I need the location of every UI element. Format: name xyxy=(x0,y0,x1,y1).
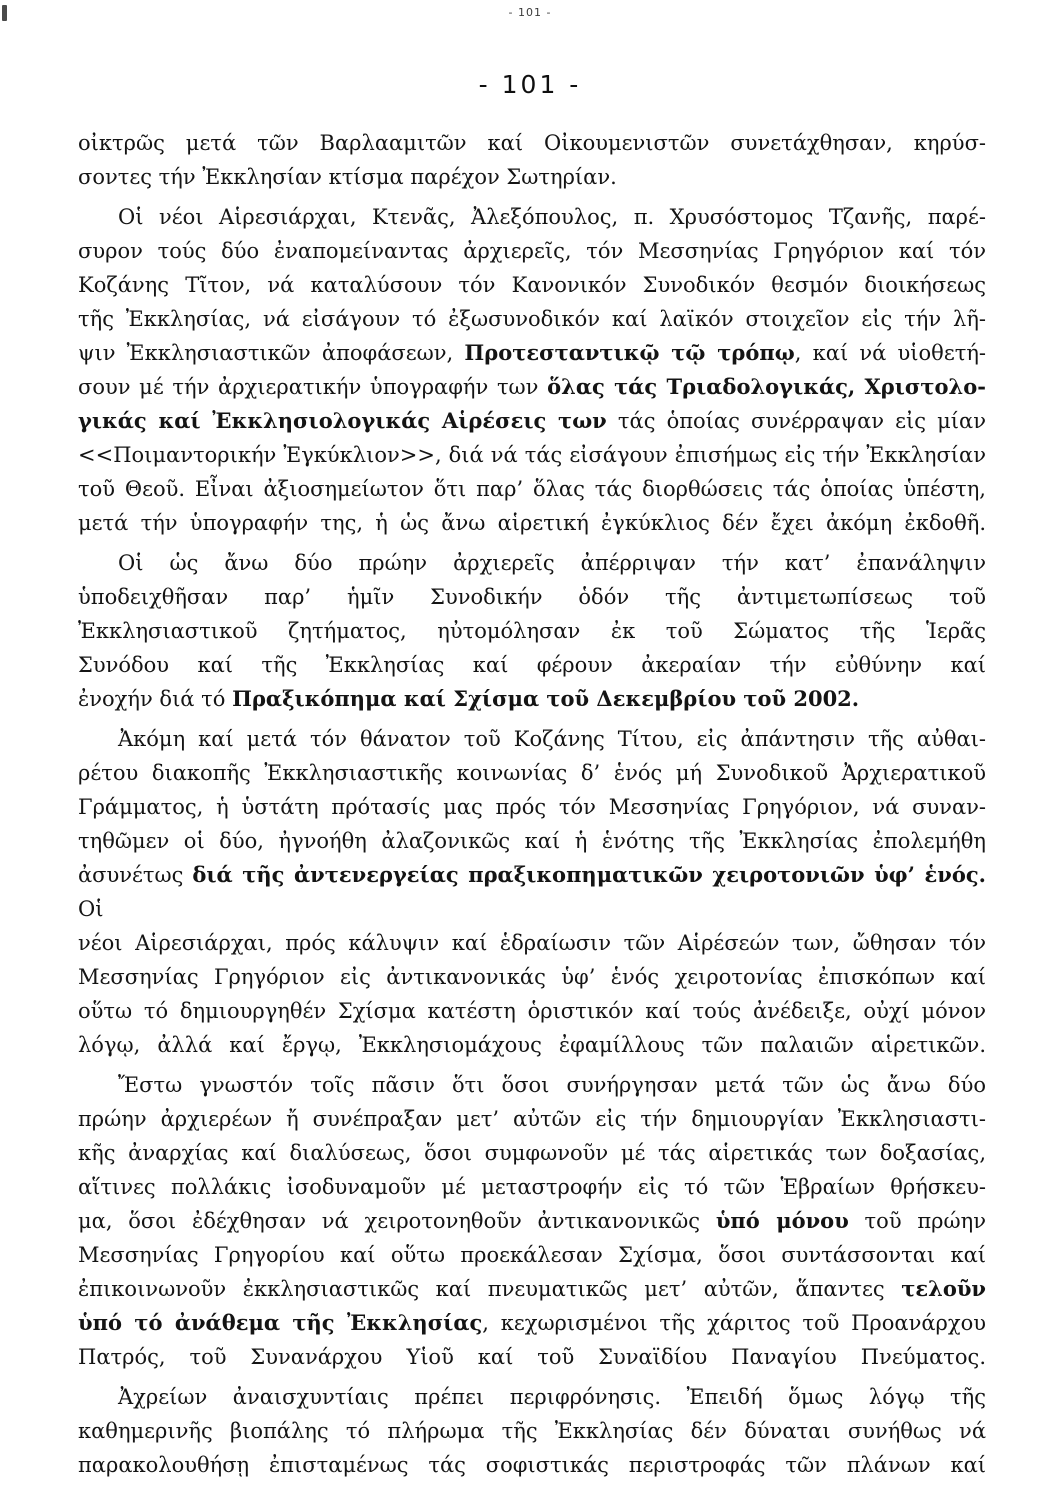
text-line xyxy=(78,648,986,682)
text-line xyxy=(78,404,986,438)
text-line xyxy=(78,234,986,268)
paragraph xyxy=(78,1068,986,1374)
text-line xyxy=(78,160,986,194)
paragraph xyxy=(78,126,986,194)
bold-text-run: Πραξικόπημα καί Σχίσμα τοῦ Δεκεμβρίου τοῦ 2002. xyxy=(232,686,860,711)
page-number: - 101 - xyxy=(478,70,582,99)
text-run: ψιν Ἐκκλησιαστικῶν ἀποφάσεων, xyxy=(78,341,465,365)
text-line xyxy=(78,472,986,506)
paragraph xyxy=(78,546,986,716)
text-run: ἀσυνέτως xyxy=(78,863,193,887)
text-run: μετά τήν ὑπογραφήν της, ἡ ὡς ἄνω αἱρετική ἐγκύκλιος δέν ἔχει ἀκόμη ἐκδοθῆ. xyxy=(78,511,986,535)
text-line xyxy=(78,1448,986,1482)
text-run: παρακολουθήσῃ ἐπισταμένως τάς σοφιστικάς περιστροφάς τῶν πλάνων καί xyxy=(78,1453,986,1477)
text-line xyxy=(78,200,986,234)
text-run: τοῦ πρώην xyxy=(848,1209,986,1233)
bold-text-run: Προτεσταντικῷ τῷ τρόπῳ xyxy=(464,340,795,365)
text-run: τάς ὁποίας συνέρραψαν εἰς μίαν xyxy=(606,409,986,433)
text-line xyxy=(78,722,986,756)
text-run: καθημερινῆς βιοπάλης τό πλήρωμα τῆς Ἐκκλησίας δέν δύναται συνήθως νά xyxy=(78,1419,986,1443)
text-run: αἵτινες πολλάκις ἰσοδυναμοῦν μέ μεταστροφήν εἰς τό τῶν Ἑβραίων θρήσκευ- xyxy=(78,1175,986,1199)
bold-text-run: ὑπό μόνου xyxy=(715,1208,849,1233)
text-line xyxy=(78,1306,986,1340)
text-run: οἰκτρῶς μετά τῶν Βαρλααμιτῶν καί Οἰκουμενιστῶν συνετάχθησαν, κηρύσ- xyxy=(78,131,986,155)
text-run: μα, ὅσοι ἐδέχθησαν νά χειροτονηθοῦν ἀντικανονικῶς xyxy=(78,1209,716,1233)
text-line xyxy=(78,438,986,472)
text-run: τοῦ Θεοῦ. Εἶναι ἀξιοσημείωτον ὅτι παρ’ ὅλας τάς διορθώσεις τάς ὁποίας ὑπέστη, xyxy=(78,477,986,501)
text-run: Ἀκόμη καί μετά τόν θάνατον τοῦ Κοζάνης Τίτου, εἰς ἀπάντησιν τῆς αὐθαι- xyxy=(118,727,986,751)
paragraph xyxy=(78,1380,986,1482)
text-run: Ἔστω γνωστόν τοῖς πᾶσιν ὅτι ὅσοι συνήργησαν μετά τῶν ὡς ἄνω δύο xyxy=(118,1073,986,1097)
text-line xyxy=(78,960,986,994)
bold-text-run: τελοῦν xyxy=(901,1276,986,1301)
paragraph xyxy=(78,722,986,1062)
paragraph xyxy=(78,200,986,540)
text-line xyxy=(78,1340,986,1374)
text-line xyxy=(78,268,986,302)
text-run: Οἱ νέοι Αἱρεσιάρχαι, Κτενᾶς, Ἀλεξόπουλος, π. Χρυσόστομος Τζανῆς, παρέ- xyxy=(118,205,986,229)
text-run: Συνόδου καί τῆς Ἐκκλησίας καί φέρουν ἀκεραίαν τήν εὐθύνην καί xyxy=(78,653,986,677)
text-run: νέοι Αἱρεσιάρχαι, πρός κάλυψιν καί ἑδραίωσιν τῶν Αἱρέσεών των, ὤθησαν τόν xyxy=(78,931,986,955)
text-line xyxy=(78,506,986,540)
text-run: συρον τούς δύο ἐναπομείναντας ἀρχιερεῖς, τόν Μεσσηνίας Γρηγόριον καί τόν xyxy=(78,239,986,263)
text-line xyxy=(78,580,986,614)
running-head-page-number: - 101 - xyxy=(508,6,552,19)
text-run: Μεσσηνίας Γρηγόριον εἰς ἀντικανονικάς ὑφ’ ἑνός χειροτονίας ἐπισκόπων καί xyxy=(78,965,986,989)
text-line xyxy=(78,1414,986,1448)
text-line xyxy=(78,994,986,1028)
text-run: ρέτου διακοπῆς Ἐκκλησιαστικῆς κοινωνίας δ’ ἑνός μή Συνοδικοῦ Ἀρχιερατικοῦ xyxy=(78,761,986,785)
bold-text-run: ὑπό τό ἀνάθεμα τῆς Ἐκκλησίας xyxy=(78,1310,483,1335)
text-run: σουν μέ τήν ἀρχιερατικήν ὑπογραφήν των xyxy=(78,375,548,399)
text-run: ἐπικοινωνοῦν ἐκκλησιαστικῶς καί πνευματικῶς μετ’ αὐτῶν, ἅπαντες xyxy=(78,1277,902,1301)
text-line xyxy=(78,682,986,716)
text-run: <<Ποιμαντορικήν Ἐγκύκλιον>>, διά νά τάς εἰσάγουν ἐπισήμως εἰς τήν Ἐκκλησίαν xyxy=(78,443,986,467)
text-line xyxy=(78,1136,986,1170)
text-line xyxy=(78,858,986,926)
text-run: τῆς Ἐκκλησίας, νά εἰσάγουν τό ἐξωσυνοδικόν καί λαϊκόν στοιχεῖον εἰς τήν λῆ- xyxy=(78,307,986,331)
document-body xyxy=(78,126,986,1488)
text-run: ἐνοχήν διά τό xyxy=(78,687,233,711)
text-run: Πατρός, τοῦ Συνανάρχου Υἱοῦ καί τοῦ Συναϊδίου Παναγίου Πνεύματος. xyxy=(78,1345,986,1369)
text-run: Ἐκκλησιαστικοῦ ζητήματος, ηὐτομόλησαν ἐκ τοῦ Σώματος τῆς Ἱερᾶς xyxy=(78,619,986,643)
text-line xyxy=(78,1170,986,1204)
text-line xyxy=(78,926,986,960)
text-run: , καί νά υἱοθετή- xyxy=(794,341,986,365)
text-run: κῆς ἀναρχίας καί διαλύσεως, ὅσοι συμφωνοῦν μέ τάς αἱρετικάς των δοξασίας, xyxy=(78,1141,986,1165)
text-line xyxy=(78,1238,986,1272)
bold-text-run: διά τῆς ἀντενεργείας πραξικοπηματικῶν χειροτονιῶν ὑφ’ ἑνός. xyxy=(192,862,986,887)
text-line xyxy=(78,1204,986,1238)
text-line xyxy=(78,824,986,858)
text-run: Οἱ xyxy=(78,897,104,921)
text-run: Κοζάνης Τῖτον, νά καταλύσουν τόν Κανονικόν Συνοδικόν θεσμόν διοικήσεως xyxy=(78,273,986,297)
text-run: οὕτω τό δημιουργηθέν Σχίσμα κατέστη ὁριστικόν καί τούς ἀνέδειξε, οὐχί μόνον xyxy=(78,999,986,1023)
text-run: , κεχωρισμένοι τῆς χάριτος τοῦ Προανάρχου xyxy=(482,1311,986,1335)
text-run: σοντες τήν Ἐκκλησίαν κτίσμα παρέχον Σωτηρίαν. xyxy=(78,165,617,189)
text-run: τηθῶμεν οἱ δύο, ἠγνοήθη ἀλαζονικῶς καί ἡ ἑνότης τῆς Ἐκκλησίας ἐπολεμήθη xyxy=(78,829,986,853)
text-line xyxy=(78,546,986,580)
text-line xyxy=(78,1028,986,1062)
text-line xyxy=(78,1068,986,1102)
text-line xyxy=(78,756,986,790)
text-line xyxy=(78,1102,986,1136)
text-run: Μεσσηνίας Γρηγορίου καί οὕτω προεκάλεσαν Σχίσμα, ὅσοι συντάσσονται καί xyxy=(78,1243,986,1267)
text-line xyxy=(78,614,986,648)
text-run: ὑποδειχθῆσαν παρ’ ἡμῖν Συνοδικήν ὁδόν τῆς ἀντιμετωπίσεως τοῦ xyxy=(78,585,986,609)
text-run: Οἱ ὡς ἄνω δύο πρώην ἀρχιερεῖς ἀπέρριψαν τήν κατ’ ἐπανάληψιν xyxy=(118,551,986,575)
text-line xyxy=(78,302,986,336)
text-line xyxy=(78,1380,986,1414)
bold-text-run: γικάς καί Ἐκκλησιολογικάς Αἱρέσεις των xyxy=(78,408,607,433)
text-line xyxy=(78,1272,986,1306)
text-line xyxy=(78,370,986,404)
text-line xyxy=(78,790,986,824)
text-run: Γράμματος, ἡ ὑστάτη πρότασίς μας πρός τόν Μεσσηνίας Γρηγόριον, νά συναν- xyxy=(78,795,986,819)
text-line xyxy=(78,126,986,160)
text-run: λόγῳ, ἀλλά καί ἔργῳ, Ἐκκλησιομάχους ἐφαμίλλους τῶν παλαιῶν αἱρετικῶν. xyxy=(78,1033,986,1057)
bold-text-run: ὅλας τάς Τριαδολογικάς, Χριστολο- xyxy=(547,374,987,399)
text-line xyxy=(78,336,986,370)
text-run: Ἀχρείων ἀναισχυντίαις πρέπει περιφρόνησις. Ἐπειδή ὅμως λόγῳ τῆς xyxy=(118,1385,986,1409)
text-run: πρώην ἀρχιερέων ἤ συνέπραξαν μετ’ αὐτῶν εἰς τήν δημιουργίαν Ἐκκλησιαστι- xyxy=(78,1107,986,1131)
